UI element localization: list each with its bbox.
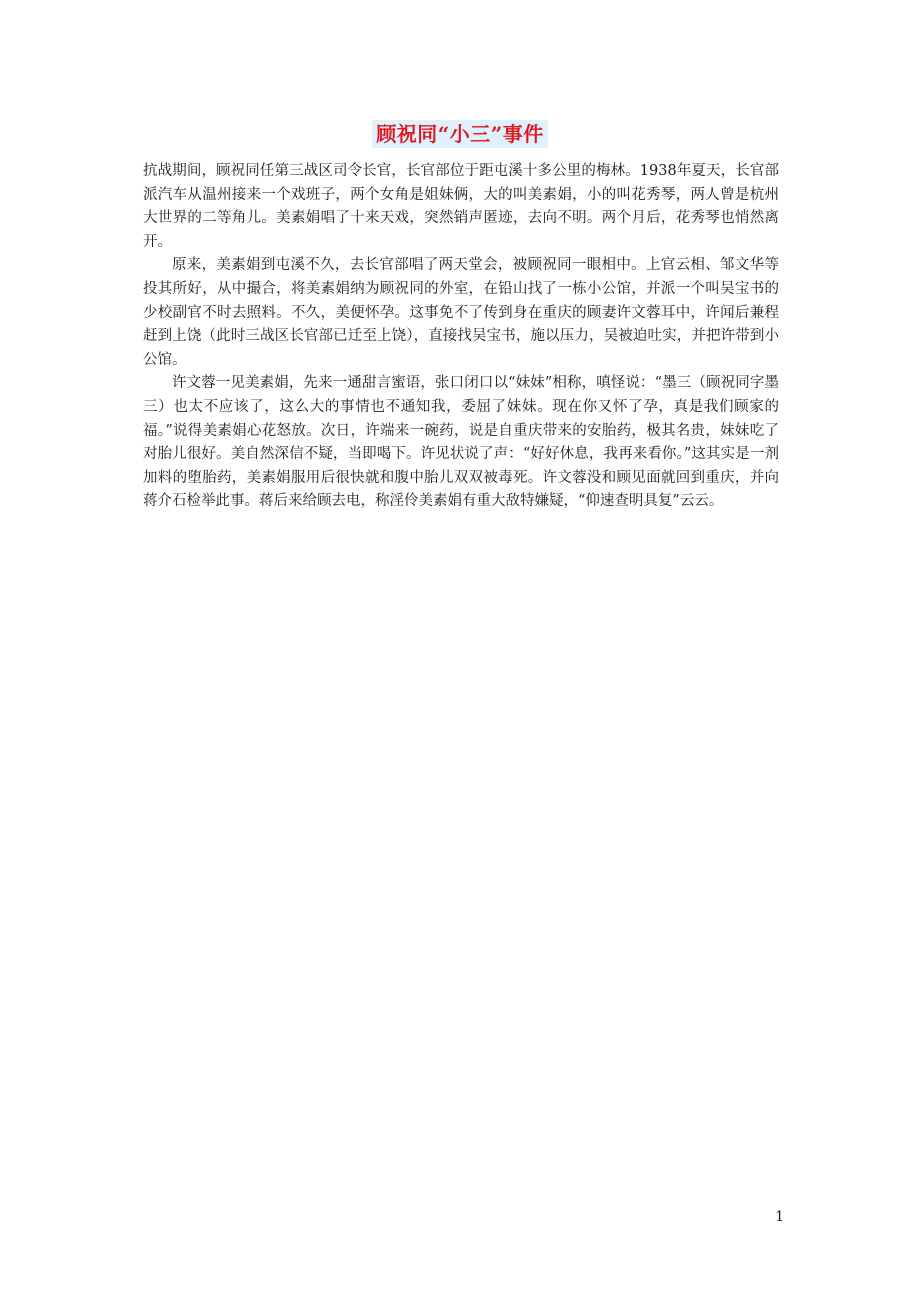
paragraph-2: 原来，美素娟到屯溪不久，去长官部唱了两天堂会，被顾祝同一眼相中。上官云相、邹文华等投其所好，从中撮合，将美素娟纳为顾祝同的外室，在铅山找了一栋小公馆，并派一个叫吴宝书的少校副官不时去照料。不久，美便怀孕。这事免不了传到身在重庆的顾妻许文蓉耳中，许闻后兼程赶到上饶（此时三战区长官部已迁至上饶），直接找吴宝书，施以压力，吴被迫吐实，并把许带到小公馆。: [143, 257, 779, 368]
paragraph-3: 许文蓉一见美素娟，先来一通甜言蜜语，张口闭口以“妹妹”相称，嗔怪说：“墨三（顾祝同字墨三）也太不应该了，这么大的事情也不通知我，委屈了妹妹。现在你又怀了孕，真是我们顾家的福。”说得美素娟心花怒放。次日，许端来一碗药，说是自重庆带来的安胎药，极其名贵，妹妹吃了对胎儿很好。美自然深信不疑，当即喝下。许见状说了声：“好好休息，我再来看你。”这其实是一剂加料的堕胎药，美素娟服用后很快就和腹中胎儿双双被毒死。许文蓉没和顾见面就回到重庆，并向蒋介石检举此事。蒋后来给顾去电，称淫伶美素娟有重大敌特嫌疑，“仰速查明具复”云云。: [143, 375, 779, 510]
article-body: [143, 160, 779, 514]
title-container: [0, 120, 920, 148]
page-title: 顾祝同“小三”事件: [372, 120, 548, 148]
paragraph-1: 抗战期间，顾祝同任第三战区司令长官，长官部位于距屯溪十多公里的梅林。1938年夏天，长官部派汽车从温州接来一个戏班子，两个女角是姐妹俩，大的叫美素娟，小的叫花秀琴，两人曾是杭州大世界的二等角儿。美素娟唱了十来天戏，突然销声匿迹，去向不明。两个月后，花秀琴也悄然离开。: [143, 163, 779, 250]
page-number: 1: [775, 1209, 784, 1225]
